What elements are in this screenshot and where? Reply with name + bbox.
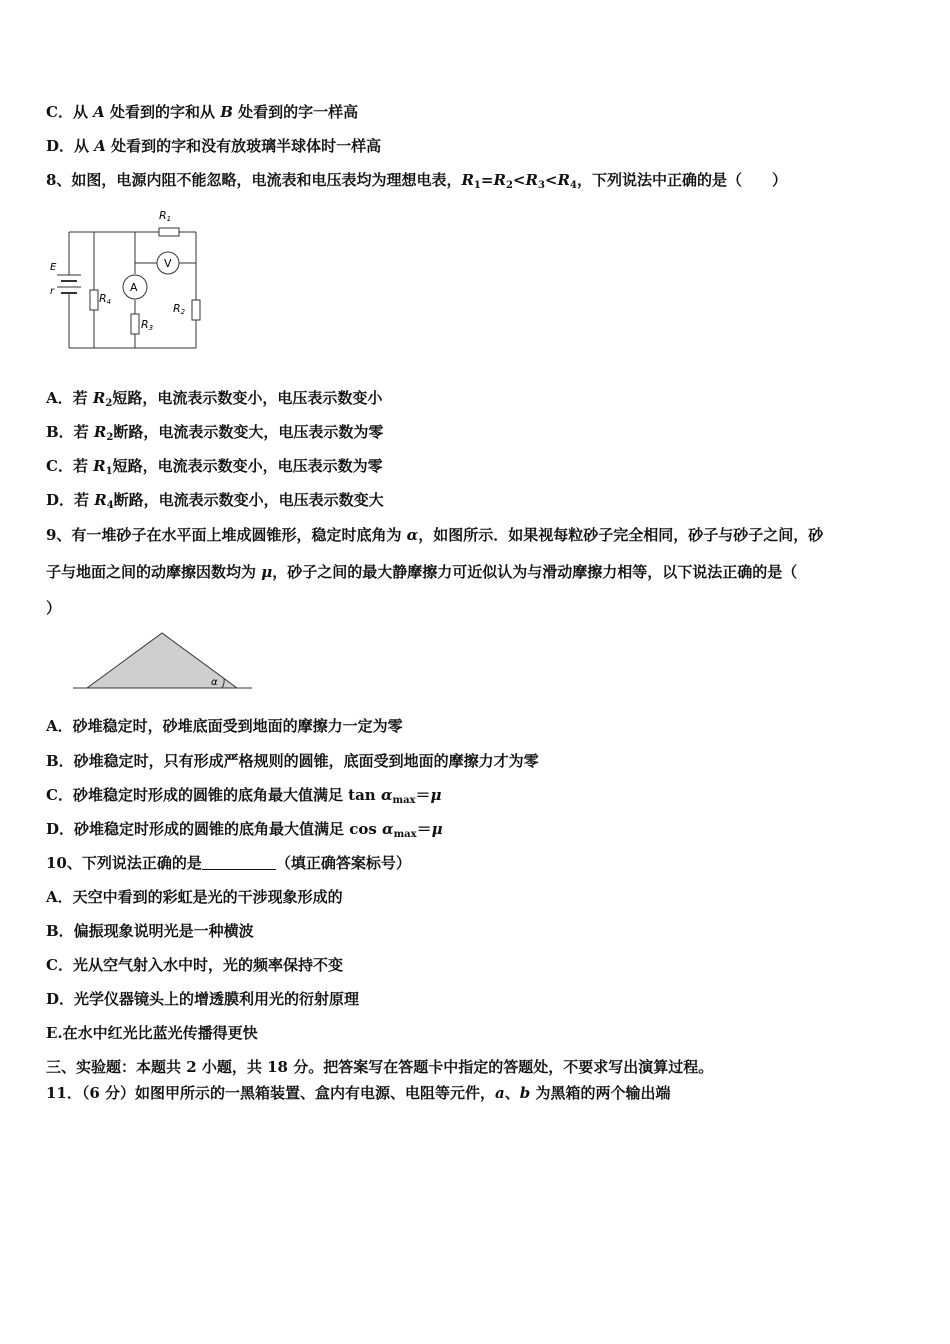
q11-stem: 11．（6 分）如图甲所示的一黑箱装置、盒内有电源、电阻等元件，a、b 为黑箱的两个输出端	[46, 1084, 671, 1102]
q8-option-b: B．若 $R_2$断路，电流表示数变大，电压表示数为零	[46, 423, 384, 443]
q10-option-a: A．天空中看到的彩虹是光的干涉现象形成的	[46, 888, 343, 906]
svg-text:A: A	[130, 281, 138, 294]
section-3-heading: 三、实验题：本题共 2 小题，共 18 分。把答案写在答题卡中指定的答题处，不要求写出演算过程。	[46, 1058, 714, 1076]
q7-option-c: C．从 A 处看到的字和从 B 处看到的字一样高	[46, 103, 359, 121]
angle-alpha-label: α	[211, 677, 218, 688]
q7-option-d: D．从 A 处看到的字和没有放玻璃半球体时一样高	[46, 137, 382, 155]
q10-option-d: D．光学仪器镜头上的增透膜利用光的衍射原理	[46, 990, 360, 1008]
q8-stem: 8、如图，电源内阻不能忽略，电流表和电压表均为理想电表，$R_1=R_2<R_3<R_4$，下列说法中正确的是（ ）	[46, 171, 787, 191]
label-r4: R4	[99, 292, 112, 306]
q9-stem-line1: 9、有一堆砂子在水平面上堆成圆锥形，稳定时底角为 α，如图所示．如果视每粒砂子完全相同，砂子与砂子之间，砂	[46, 526, 824, 544]
q10-option-e: E.在水中红光比蓝光传播得更快	[46, 1024, 258, 1042]
battery-icon	[57, 266, 81, 302]
label-r2: R2	[173, 302, 186, 316]
q9-stem-line3: ）	[46, 599, 62, 617]
q10-option-c: C．光从空气射入水中时，光的频率保持不变	[46, 956, 343, 974]
sand-cone-diagram	[70, 628, 255, 692]
label-r1: R1	[159, 209, 172, 223]
label-e: E	[50, 262, 57, 273]
resistor-r4-icon	[90, 290, 98, 310]
q8-option-a: A．若 $R_2$短路，电流表示数变小，电压表示数变小	[46, 389, 383, 409]
svg-text:V: V	[164, 257, 172, 270]
label-r: r	[50, 286, 55, 297]
q9-option-d: D．砂堆稳定时形成的圆锥的底角最大值满足 $\cos \alpha_{max}=\mu$	[46, 820, 443, 840]
q10-stem: 10、下列说法正确的是 （填正确答案标号）	[46, 854, 411, 872]
answer-blank	[202, 855, 276, 870]
resistance-relation: $R_1=R_2<R_3<R_4$	[461, 171, 577, 191]
circuit-diagram	[44, 204, 214, 354]
q9-stem-line2: 子与地面之间的动摩擦因数均为 μ，砂子之间的最大静摩擦力可近似认为与滑动摩擦力相等，以下说法正确的是（	[46, 563, 798, 581]
q8-option-c: C．若 $R_1$短路，电流表示数变小，电压表示数为零	[46, 457, 383, 477]
resistor-r2-icon	[192, 300, 200, 320]
q9-option-c: C．砂堆稳定时形成的圆锥的底角最大值满足 $\tan \alpha_{max}=\mu$	[46, 786, 442, 806]
resistor-r1-icon	[159, 228, 179, 236]
q9-option-a: A．砂堆稳定时，砂堆底面受到地面的摩擦力一定为零	[46, 717, 403, 735]
q8-option-d: D．若 $R_4$断路，电流表示数变小，电压表示数变大	[46, 491, 384, 511]
q10-option-b: B．偏振现象说明光是一种横波	[46, 922, 254, 940]
q9-option-b: B．砂堆稳定时，只有形成严格规则的圆锥，底面受到地面的摩擦力才为零	[46, 752, 539, 770]
resistor-r3-icon	[131, 314, 139, 334]
label-r3: R3	[141, 318, 154, 332]
